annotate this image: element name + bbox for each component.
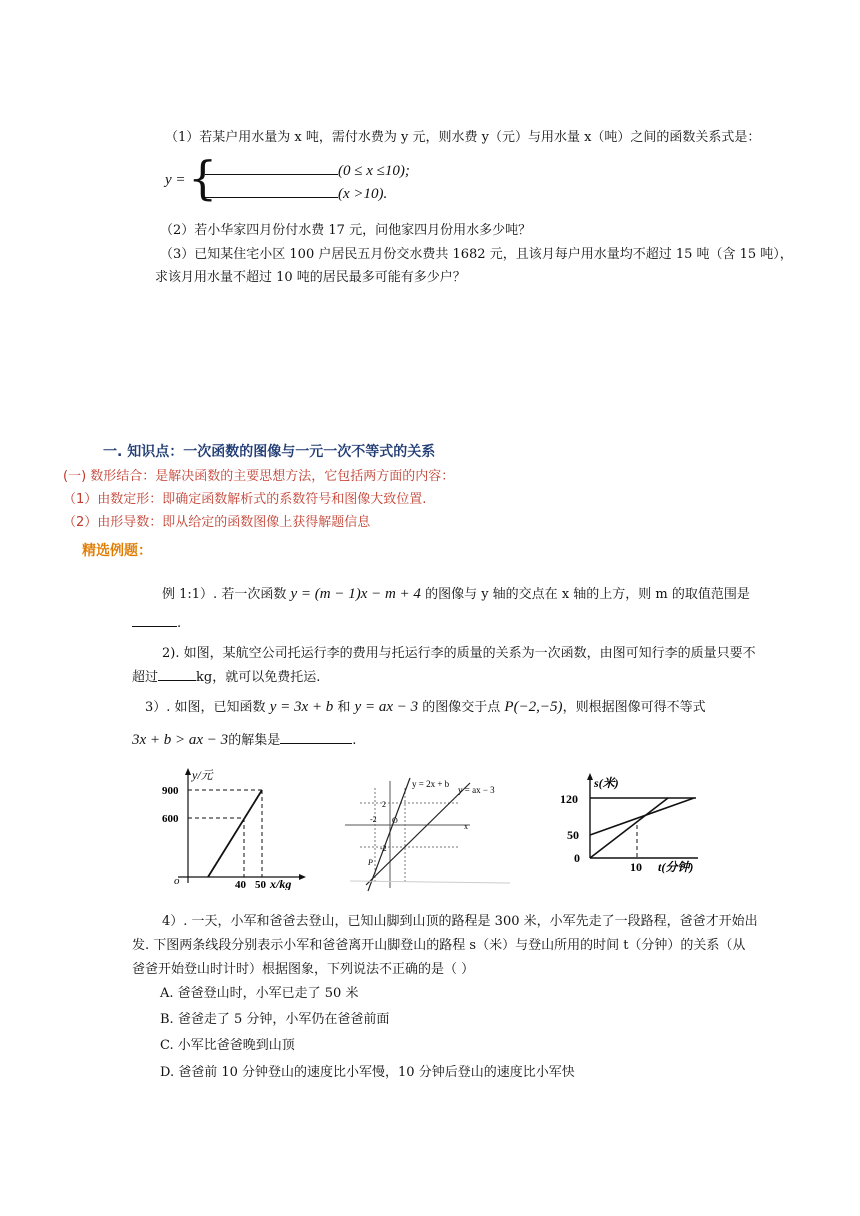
answer-blank[interactable]: [205, 183, 338, 198]
x-axis-label: x: [464, 822, 468, 831]
x-tick-10: 10: [630, 860, 642, 874]
tick-minus-2-y: -2: [380, 844, 387, 853]
section-title: 一. 知识点：一次函数的图像与一元一次不等式的关系: [103, 444, 436, 460]
origin-label: O: [392, 816, 398, 825]
section-point-0: (一) 数形结合：是解决函数的主要思想方法，它包括两方面的内容：: [63, 469, 455, 484]
option-b[interactable]: B. 爸爸走了 5 分钟，小军仍在爸爸前面: [160, 1012, 390, 1027]
section-point-1: （1）由数定形：即确定函数解析式的系数符号和图像大致位置.: [63, 492, 427, 507]
x-tick-50: 50: [255, 879, 266, 890]
son-line: [590, 798, 694, 835]
example-2-line-2: [132, 666, 320, 685]
example-4-line-3: 爸爸开始登山时计时）根据图象，下列说法不正确的是（ ）: [132, 962, 475, 977]
example-1-formula: y = (m − 1)x − m + 4: [290, 586, 421, 602]
example-3-suffix: ，则根据图像可得不等式: [562, 700, 706, 715]
fee-line: [208, 790, 262, 877]
piecewise-brace: {: [188, 151, 218, 205]
piecewise-row-1: [205, 160, 410, 180]
question-3-line-2: 求该月用水量不超过 10 吨的居民最多可能有多少户？: [155, 270, 466, 285]
condition-1: (0 ≤ x ≤10);: [338, 163, 410, 179]
example-3-mid: 的图像交于点: [422, 700, 501, 715]
grid-lines: [360, 788, 460, 883]
tick-minus-2-x: -2: [370, 815, 377, 824]
example-3-point: P(−2,−5): [504, 699, 563, 715]
example-1-suffix: 的图像与 y 轴的交点在 x 轴的上方，则 m 的取值范围是: [425, 587, 750, 602]
bottom-rule: [350, 881, 510, 883]
line-ax-minus-3: [366, 783, 470, 885]
y-axis-label: y/元: [192, 768, 213, 782]
example-1-prefix: 例 1:1）. 若一次函数: [162, 587, 287, 602]
y-tick-120: 120: [560, 792, 578, 806]
x-axis-label: t(分钟): [658, 860, 694, 874]
y-tick-600: 600: [162, 813, 179, 825]
piecewise-y-label: y =: [165, 172, 186, 188]
y-tick-50: 50: [567, 828, 579, 842]
y-tick-900: 900: [162, 785, 179, 797]
line-2x-plus-b: [368, 778, 410, 891]
example-3-line-1: [145, 696, 706, 716]
example-3-function-1: y = 3x + b: [269, 699, 334, 715]
example-3-function-2: y = ax − 3: [354, 699, 419, 715]
option-d[interactable]: D. 爸爸前 10 分钟登山的速度比小军慢，10 分钟后登山的速度比小军快: [160, 1065, 575, 1080]
luggage-fee-graph: [160, 765, 310, 890]
x-axis-arrow: [299, 874, 306, 880]
y-axis-arrow: [587, 773, 593, 780]
examples-heading: 精选例题：: [82, 543, 152, 559]
tick-2: 2: [382, 800, 386, 809]
example-3-prefix: 3）. 如图，已知函数: [145, 700, 266, 715]
example-3-and: 和: [337, 700, 351, 715]
intersecting-lines-graph: [340, 773, 515, 893]
condition-2: (x >10).: [338, 186, 388, 202]
question-2-text: （2）若小华家四月份付水费 17 元，问他家四月份用水多少吨？: [160, 223, 532, 238]
y-axis-arrow: [185, 768, 191, 775]
example-2-text-a: 超过: [132, 670, 159, 685]
question-3-line-1: （3）已知某住宅小区 100 户居民五月份交水费共 1682 元，且该月每户用水量均不超过 15 吨（含 15 吨），: [160, 247, 793, 262]
example-4-line-1: 4）. 一天，小军和爸爸去登山，已知山脚到山顶的路程是 300 米，小军先走了一段路程，爸爸才开始出: [162, 914, 758, 929]
dad-line: [590, 798, 668, 858]
example-1: [162, 583, 750, 603]
example-4-line-2: 发. 下图两条线段分别表示小军和爸爸离开山脚登山的路程 s（米）与登山所用的时间 t（分钟）的关系（从: [132, 938, 746, 953]
example-3-line-2: 3x + b > ax − 3的解集是 .: [132, 729, 356, 749]
example-1-answer: .: [132, 612, 181, 631]
section-point-2: （2）由形导数：即从给定的函数图像上获得解题信息: [63, 515, 371, 530]
answer-blank[interactable]: [132, 612, 177, 627]
x-axis-label: x/kg: [270, 877, 292, 890]
origin-label: o: [174, 875, 180, 887]
example-3-inequality: 3x + b > ax − 3: [132, 732, 229, 748]
answer-blank[interactable]: [205, 160, 338, 175]
answer-blank[interactable]: [158, 666, 196, 681]
question-1-text: （1）若某户用水量为 x 吨，需付水费为 y 元，则水费 y（元）与用水量 x（吨）之间的函数关系式是：: [165, 130, 761, 145]
point-p-label: P: [368, 858, 373, 867]
label-2x-plus-b: y = 2x + b: [412, 779, 450, 789]
piecewise-row-2: [205, 183, 387, 203]
y-axis-label: s(米): [594, 776, 619, 790]
option-c[interactable]: C. 小军比爸爸晚到山顶: [160, 1038, 295, 1053]
example-3-tail: 的解集是: [228, 733, 281, 748]
x-tick-40: 40: [235, 879, 246, 890]
option-a[interactable]: A. 爸爸登山时，小军已走了 50 米: [160, 986, 359, 1001]
example-2-text-b: kg，就可以免费托运.: [196, 670, 321, 685]
label-ax-minus-3: y = ax − 3: [458, 785, 495, 795]
answer-blank[interactable]: [280, 729, 352, 744]
example-2-line-1: 2). 如图，某航空公司托运行李的费用与托运行李的质量的关系为一次函数，由图可知行李的质量只要不: [162, 646, 756, 661]
y-tick-0: 0: [574, 851, 580, 865]
climbing-graph: [558, 770, 708, 880]
